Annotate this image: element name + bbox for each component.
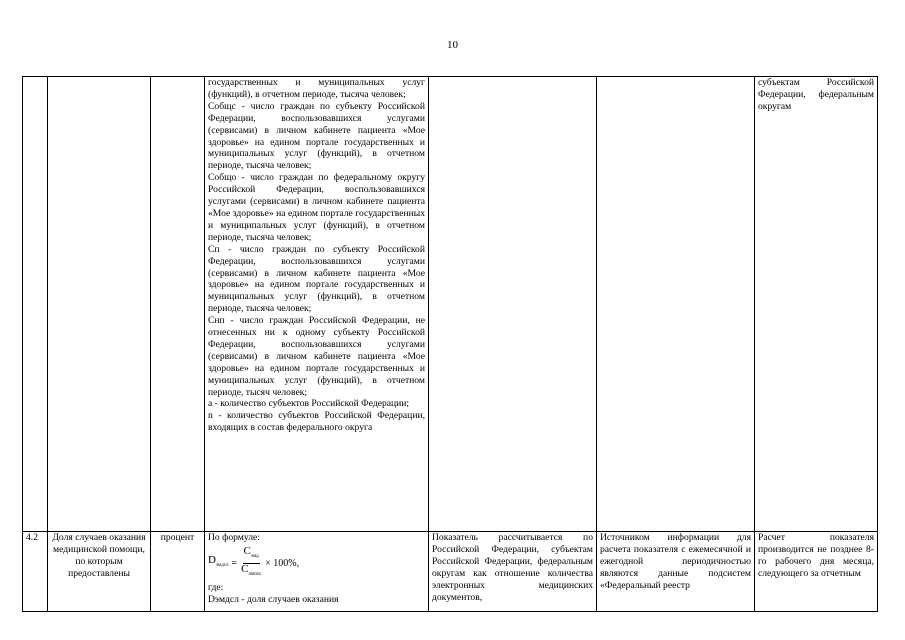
formula-paragraph: Собщс - число граждан по субъекту Российской Федерации, воспользовавшихся услугами (сервисами) в личном кабинете пациента «Мое здоровье» на едином портале государственных и муниципальных услуг (функций), в отчетном периоде, тысяча человек;	[208, 100, 425, 172]
method-text: Показатель рассчитывается по Российской Федерации, субъектам Российской Федерации, федеральным округам как отношение количества электронных медицинских документов,	[432, 532, 593, 603]
cell-timing	[755, 532, 878, 612]
page-number: 10	[447, 39, 458, 51]
cell-source	[597, 77, 755, 532]
formula-paragraph: Снп - число граждан Российской Федерации, не отнесенных ни к одному субъекту Российской Федерации, воспользовавшихся услугами (сервисами) в личном кабинете пациента «Мое здоровье» на едином портале государственных и муниципальных услуг (функций), в отчетном периоде, тысяч человек;	[208, 315, 425, 398]
cell-name	[48, 532, 151, 612]
indicator-unit: процент	[160, 532, 195, 543]
indicator-number: 4.2	[26, 532, 38, 543]
cell-unit	[151, 77, 205, 532]
formula-fraction	[240, 546, 262, 581]
table-row	[23, 532, 878, 612]
formula-denominator: $C_{омсвх}$	[241, 563, 262, 578]
formula-definition: Dэмдсл - доля случаев оказания	[208, 594, 339, 605]
formula-paragraph: государственных и муниципальных услуг (функций), в отчетном периоде, тысяча человек;	[208, 77, 425, 100]
formula-where: где:	[208, 582, 224, 594]
formula-paragraph: n - количество субъектов Российской Федерации, входящих в состав федерального округа	[208, 410, 425, 434]
cell-timing	[755, 77, 878, 532]
cell-number	[23, 532, 48, 612]
cell-formula	[205, 77, 429, 532]
cell-number	[23, 77, 48, 532]
cell-source	[597, 532, 755, 612]
formula-numerator: $C_{эмд}$	[243, 546, 260, 564]
formula	[208, 546, 425, 581]
formula-paragraph: Собщо - число граждан по федеральному округу Российской Федерации, воспользовавшихся услугами (сервисами) в личном кабинете пациента «Мое здоровье» на едином портале государственных и муниципальных услуг (функций), в отчетном периоде, тысяча человек;	[208, 172, 425, 243]
cell-formula	[205, 532, 429, 612]
cell-name	[48, 77, 151, 532]
formula-tail: × 100%,	[265, 557, 300, 569]
formula-equals: =	[231, 557, 238, 569]
cell-method	[429, 532, 597, 612]
formula-intro: По формуле:	[208, 532, 260, 543]
formula-lhs: $D_{эмдсл}$	[208, 553, 229, 569]
indicator-name: Доля случаев оказания медицинской помощи, по которым предоставлены	[52, 532, 146, 579]
formula-paragraph: a - количество субъектов Российской Федерации;	[208, 398, 410, 410]
cell-method	[429, 77, 597, 532]
indicators-table	[22, 76, 878, 612]
formula-paragraph: Сп - число граждан по субъекту Российской Федерации, воспользовавшихся услугами (сервисами) в личном кабинете пациента «Мое здоровье» на едином портале государственных и муниципальных услуг (функций), в отчетном периоде, тысяча человек;	[208, 243, 425, 315]
timing-text: субъектам Российской Федерации, федеральным округам	[758, 77, 874, 112]
source-text: Источником информации для расчета показателя с ежемесячной и ежегодной периодичностью являются данные подсистем «Федеральный реестр	[600, 532, 751, 591]
timing-text: Расчет показателя производится не позднее 8-го рабочего дня месяца, следующего за отчетным	[758, 532, 874, 579]
cell-unit	[151, 532, 205, 612]
table-row	[23, 77, 878, 532]
